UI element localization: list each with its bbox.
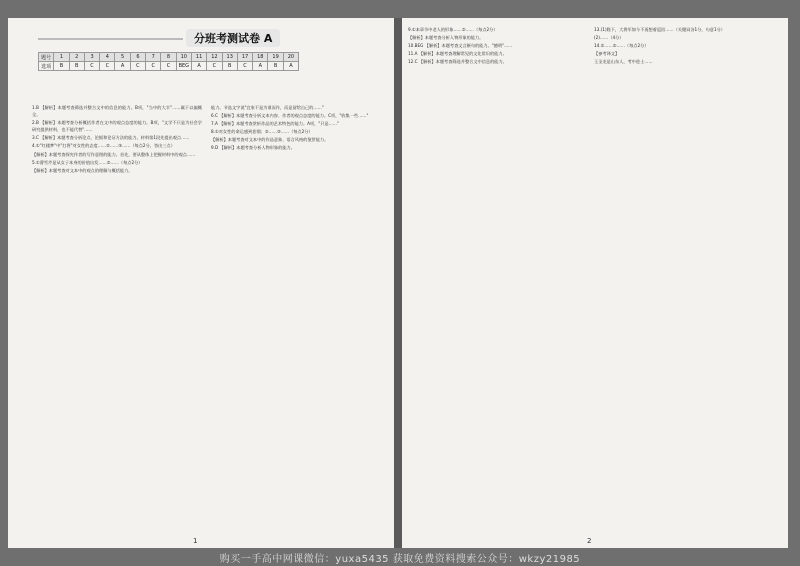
answer-cell: A	[283, 62, 298, 71]
answer-cell: 12	[207, 53, 222, 62]
answer-cell: 6	[130, 53, 145, 62]
paragraph: 7.A 【解析】本题考查赏析作品的艺术特色的能力。A项，"只是……"	[211, 121, 339, 127]
answer-cell: 11	[191, 53, 206, 62]
answer-cell: C	[237, 62, 252, 71]
paragraph: 王圣龙是山东人，考中进士……	[594, 59, 653, 65]
paragraph: 6.C 【解析】本题考查分析文本内容、作者的观点态度的能力。C项，"收集一些……"	[211, 113, 369, 119]
answer-cell: A	[253, 62, 268, 71]
left-page	[8, 18, 394, 548]
paragraph: 2.B 【解析】本题考查分析概括作者在文中的观点态度的能力。B项，"文学不只是为社会学研究提供材料，也不能代替"……	[32, 120, 202, 133]
title-decor-bar	[38, 38, 183, 40]
left-column-1	[32, 104, 202, 538]
answer-cell: 8	[161, 53, 176, 62]
answer-cell: 7	[146, 53, 161, 62]
answer-cell: C	[161, 62, 176, 71]
answer-cell: 2	[69, 53, 84, 62]
answer-cell: 10	[176, 53, 191, 62]
answer-cell: 3	[84, 53, 99, 62]
paragraph: 【解析】本题考查对文本中的观点的理解与概括能力。	[32, 167, 133, 173]
answer-cell: B	[69, 62, 84, 71]
paragraph: 【参考译文】	[594, 51, 620, 57]
paragraph: 9.①本章节中老人的形象……②……（每点2分）	[408, 27, 498, 32]
right-column-2	[594, 26, 782, 538]
answer-table-header	[39, 53, 299, 62]
answer-cell: C	[100, 62, 115, 71]
paragraph: 【解析】本题考查对文本中的作品意象、语言风格的鉴赏能力。	[211, 137, 329, 143]
answer-cell: 4	[100, 53, 115, 62]
answer-cell: 13	[222, 53, 237, 62]
answer-cell: BEG	[176, 62, 191, 71]
paragraph: 9.D 【解析】本题考查分析人物形象的能力。	[211, 145, 295, 151]
right-column-1	[408, 26, 586, 538]
answer-cell: 5	[115, 53, 130, 62]
answer-cell: 1	[54, 53, 69, 62]
answer-cell: B	[54, 62, 69, 71]
page-number: 1	[193, 537, 198, 545]
page-title: 分班考测试卷 A	[186, 29, 280, 47]
answer-cell: A	[115, 62, 130, 71]
paragraph: 【解析】本题考查分析人物形象的能力。	[408, 35, 484, 41]
answer-cell: A	[191, 62, 206, 71]
answer-cell: C	[84, 62, 99, 71]
answer-cell: 19	[268, 53, 283, 62]
paragraph: 4.①"红楼梦"中"打将"对女性的态度……②……③……（每点2分，答出三点）	[32, 143, 175, 149]
paragraph: 11.A 【解析】本题考查理解常见的文化常识的能力。	[408, 51, 507, 57]
paragraph: 12.C 【解析】本题考查筛选并整合文中信息的能力。	[408, 59, 507, 65]
answer-table-answers	[39, 62, 299, 71]
paragraph: (2)……（4分）	[594, 35, 624, 41]
answer-cell: C	[130, 62, 145, 71]
paragraph: 3.C 【解析】本题考查分析论点、论据和论证方法的能力。材料第1段先提出观点……	[32, 135, 190, 141]
left-column-2	[211, 104, 387, 538]
page-number: 2	[587, 537, 592, 545]
paragraph: 14.①……②……（每点2分）	[594, 43, 649, 49]
right-page	[402, 18, 788, 548]
title-box	[186, 30, 280, 46]
answer-cell: 20	[283, 53, 298, 62]
answer-cell: C	[207, 62, 222, 71]
footer-watermark: 购买一手高中网课微信：yuxa5435 获取免费资料搜索公众号：wkzy21985	[219, 554, 581, 565]
answer-cell: B	[268, 62, 283, 71]
paragraph: 8.①对女性的命运感到悲悯；②……③……（每点2分）	[211, 129, 313, 135]
paragraph: 1.B 【解析】本题考查筛选并整合文中的信息的能力。B项，"当中的大半"……属于以偏概全。	[32, 105, 202, 118]
paragraph: 【解析】本题考查探究作者的写作意图的能力。首先，要从整体上把握材料中的观点……	[32, 151, 196, 157]
page-gutter	[394, 18, 402, 548]
answer-cell: 题号	[39, 53, 54, 62]
paragraph: 13.(1)陛下，大将军如今不再想着返回……（关键词各1分，句意1分）	[594, 27, 725, 32]
answer-cell: C	[146, 62, 161, 71]
answer-table	[38, 52, 299, 71]
paragraph: 10.BEG 【解析】本题考查文言断句的能力。"德明"……	[408, 43, 513, 49]
answer-cell: 18	[253, 53, 268, 62]
answer-cell: 选项	[39, 62, 54, 71]
answer-cell: B	[222, 62, 237, 71]
paragraph: 5.①曹雪芹是从女子本身的价值出发……②……（每点2分）	[32, 159, 143, 165]
paragraph: 能力。节选文字说"宜家不是为谁而作，而是留给自己的……"	[211, 105, 324, 110]
answer-cell: 17	[237, 53, 252, 62]
